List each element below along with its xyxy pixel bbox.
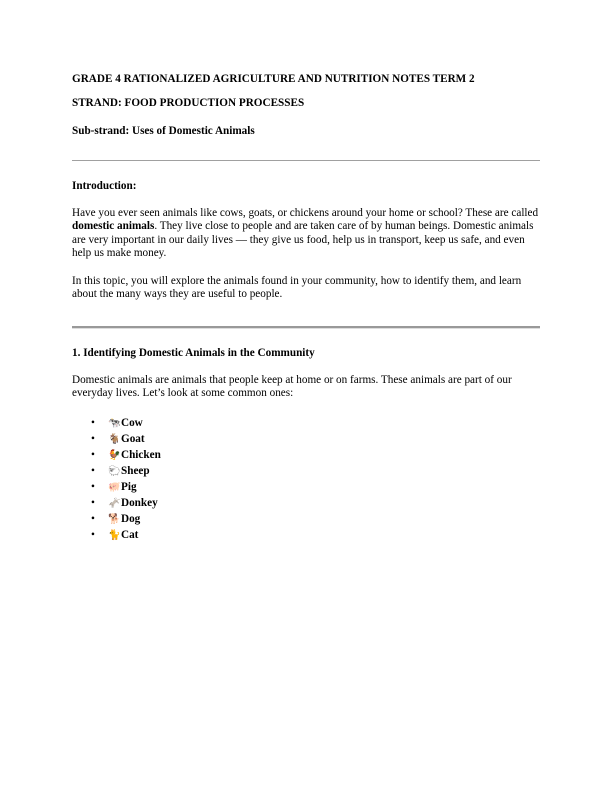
divider xyxy=(72,326,540,329)
list-item xyxy=(72,415,542,431)
animal-label: Goat xyxy=(121,433,145,445)
cow-icon: 🐄 xyxy=(108,418,121,429)
list-item xyxy=(72,463,542,479)
list-item xyxy=(72,431,542,447)
donkey-icon: 🫏 xyxy=(108,498,121,509)
divider xyxy=(72,160,540,161)
animal-list xyxy=(72,415,542,543)
section-heading: 1. Identifying Domestic Animals in the Community xyxy=(72,347,315,359)
bold-term: domestic animals xyxy=(72,220,155,233)
strand-heading: STRAND: FOOD PRODUCTION PROCESSES xyxy=(72,97,305,109)
animal-label: Cow xyxy=(121,417,143,429)
dog-icon: 🐕 xyxy=(108,514,121,525)
sheep-icon: 🐑 xyxy=(108,466,121,477)
goat-icon: 🐐 xyxy=(108,434,121,445)
substrand-heading: Sub-strand: Uses of Domestic Animals xyxy=(72,125,255,137)
chicken-icon: 🐓 xyxy=(108,450,121,461)
cat-icon: 🐈 xyxy=(108,530,121,541)
pig-icon: 🐖 xyxy=(108,482,121,493)
list-item xyxy=(72,495,542,511)
animal-label: Sheep xyxy=(121,465,150,477)
introduction-paragraph-2: In this topic, you will explore the animals found in your community, how to identify them, and learn about the many ways they are useful to people. xyxy=(72,275,522,301)
animal-label: Cat xyxy=(121,529,139,541)
introduction-heading: Introduction: xyxy=(72,180,137,192)
text: Have you ever seen animals like cows, goats, or chickens around your home or school? These are called xyxy=(72,207,539,219)
list-item xyxy=(72,511,542,527)
text: . They live close to people and are taken care of by human beings. Domestic animals are very important in our daily lives — they give us food, help us in transport, keep us safe, and even help us make money. xyxy=(72,220,534,260)
animal-label: Pig xyxy=(121,481,137,493)
list-item xyxy=(72,447,542,463)
section-paragraph: Domestic animals are animals that people keep at home or on farms. These animals are part of our everyday lives. Let’s look at some common ones: xyxy=(72,374,512,400)
list-item xyxy=(72,527,542,543)
document-title: GRADE 4 RATIONALIZED AGRICULTURE AND NUTRITION NOTES TERM 2 xyxy=(72,73,475,85)
animal-label: Chicken xyxy=(121,449,161,461)
list-item xyxy=(72,479,542,495)
animal-label: Dog xyxy=(121,513,141,525)
introduction-paragraph xyxy=(72,207,542,261)
animal-label: Donkey xyxy=(121,497,158,509)
